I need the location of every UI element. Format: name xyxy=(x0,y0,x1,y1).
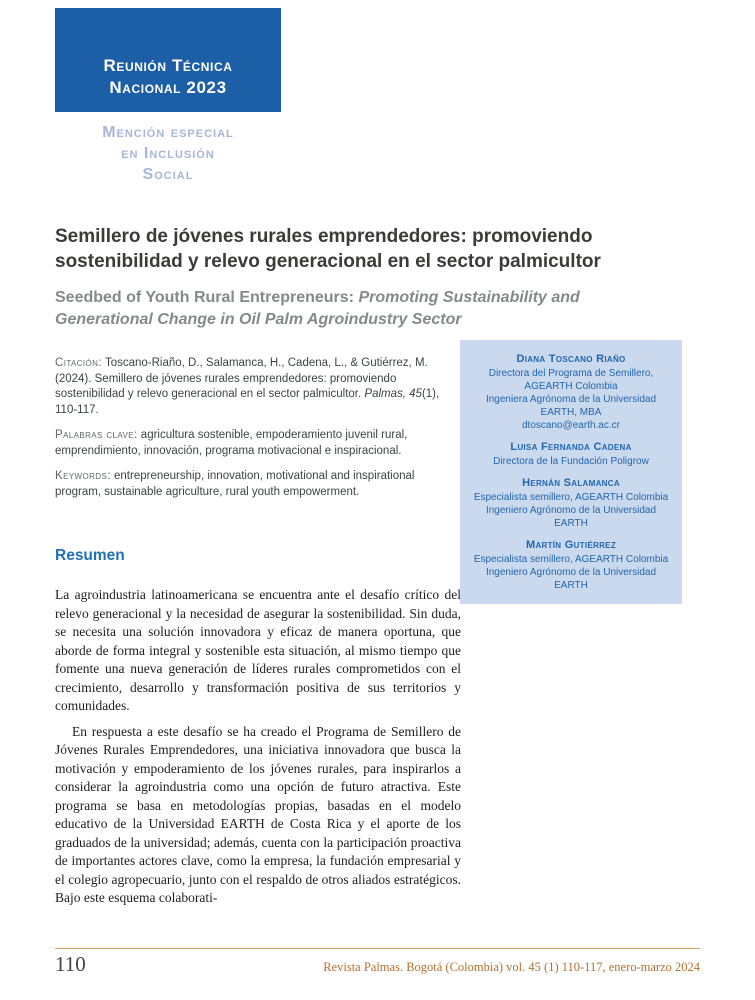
section-heading-resumen: Resumen xyxy=(55,547,125,564)
author-name: Martín Gutiérrez xyxy=(525,539,617,551)
author-block-1 xyxy=(468,352,674,432)
keywords-es-paragraph xyxy=(55,428,447,459)
page-footer xyxy=(55,948,700,977)
keywords-es-label: Palabras clave: xyxy=(55,429,138,441)
author-block-2 xyxy=(468,440,674,468)
authors-box xyxy=(460,340,682,604)
citation-journal-italic: Palmas, 45 xyxy=(364,388,422,400)
citation-block xyxy=(55,356,447,510)
keywords-es-text: agricultura sostenible, empoderamiento juvenil rural, emprendimiento, innovación, programa motivacional e inspiracional. xyxy=(55,429,408,457)
author-name: Diana Toscano Riaño xyxy=(516,353,626,365)
award-banner xyxy=(55,8,281,112)
author-block-4 xyxy=(468,538,674,592)
author-role: Especialista semillero, AGEARTH Colombia xyxy=(473,554,669,565)
mention-special-banner xyxy=(55,122,281,185)
author-name: Hernán Salamanca xyxy=(522,477,620,489)
mention-line-3: Social xyxy=(142,166,194,183)
author-role: Directora de la Fundación Poligrow xyxy=(493,456,649,467)
citation-label: Citación: xyxy=(55,357,102,369)
article-title: Semillero de jóvenes rurales emprendedores: promoviendo sostenibilidad y relevo generacional en el sector palmicultor xyxy=(55,226,601,272)
mention-line-1: Mención especial xyxy=(102,124,234,141)
author-role: Directora del Programa de Semillero, AGEARTH Colombia xyxy=(488,368,654,392)
keywords-en-label: Keywords: xyxy=(55,470,111,482)
author-degree: Ingeniera Agrónoma de la Universidad EARTH, MBA xyxy=(485,394,657,418)
subtitle-plain: Seedbed of Youth Rural Entrepreneurs: xyxy=(55,289,359,306)
banner-line-2: Nacional 2023 xyxy=(109,78,227,97)
article-title-english xyxy=(55,287,635,331)
author-degree: Ingeniero Agrónomo de la Universidad EARTH xyxy=(485,505,657,529)
keywords-en-text: entrepreneurship, innovation, motivational and inspirational program, sustainable agriculture, rural youth empowerment. xyxy=(55,470,415,498)
author-name: Luisa Fernanda Cadena xyxy=(510,441,632,453)
abstract-paragraph-1: La agroindustria latinoamericana se encuentra ante el desafío crítico del relevo generacional y la necesidad de asegurar la sostenibilidad. Sin duda, se necesita una solución innovadora y eficaz de manera oportuna, que aborde de forma integral y sostenible esta situación, al mismo tiempo que fomente una nueva generación de líderes rurales comprometidos con el crecimiento, desarrollo y transformación positiva de sus territorios y comunidades. xyxy=(55,587,461,713)
page-number: 110 xyxy=(55,952,86,976)
keywords-en-paragraph xyxy=(55,469,447,500)
banner-line-1: Reunión Técnica xyxy=(103,56,233,75)
subtitle-italic: Promoting Sustainability and Generational Change in Oil Palm Agroindustry Sector xyxy=(55,289,580,328)
abstract-body xyxy=(55,586,461,908)
citation-text: Toscano-Riaño, D., Salamanca, H., Cadena, L., & Gutiérrez, M. (2024). Semillero de jóvenes rurales emprendedores: promoviendo sostenibilidad y relevo generacional en el sector palmicultor. xyxy=(55,357,428,400)
author-block-3 xyxy=(468,476,674,530)
author-role: Especialista semillero, AGEARTH Colombia xyxy=(473,492,669,503)
author-email: dtoscano@earth.ac.cr xyxy=(522,420,620,431)
citation-paragraph xyxy=(55,356,447,418)
abstract-paragraph-2: En respuesta a este desafío se ha creado el Programa de Semillero de Jóvenes Rurales Emprendedores, una iniciativa innovadora que busca la motivación y empoderamiento de los jóvenes rurales, para inspirarlos a considerar la agroindustria como una opción de futuro atractiva. Este programa se basa en metodologías propias, basadas en el modelo educativo de la Universidad EARTH de Costa Rica y el aporte de los graduados de la universidad; además, cuenta con la participación proactiva de importantes actores clave, como la empresa, la fundación empresarial y el colegio agropecuario, junto con el respaldo de otros aliados estratégicos. Bajo este esquema colaborati- xyxy=(55,723,461,905)
mention-line-2: en Inclusión xyxy=(121,145,215,162)
journal-citation: Revista Palmas. Bogotá (Colombia) vol. 45 (1) 110-117, enero-marzo 2024 xyxy=(323,960,700,974)
author-degree: Ingeniero Agrónomo de la Universidad EARTH xyxy=(485,567,657,591)
citation-pages: (1), 110-117. xyxy=(55,388,440,416)
